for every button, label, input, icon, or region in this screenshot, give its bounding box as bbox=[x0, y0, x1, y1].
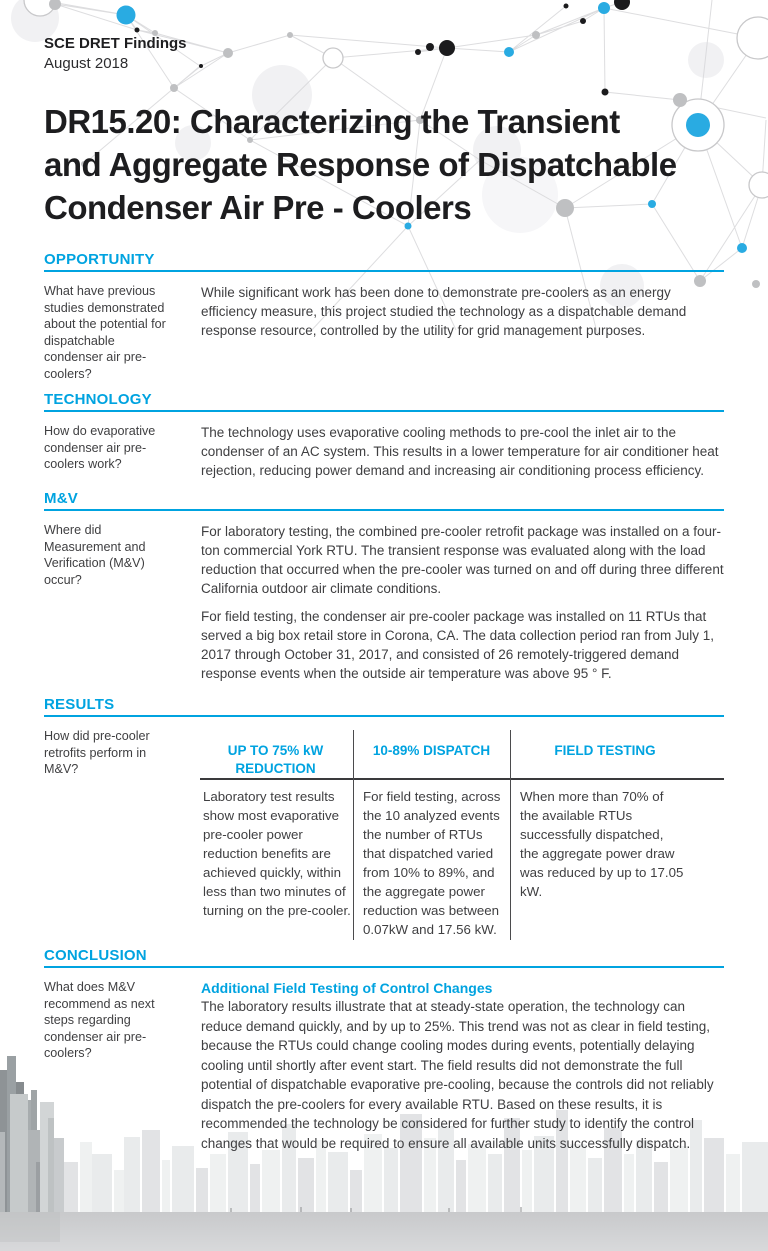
section-question: How did pre-cooler retrofits perform in M&V? bbox=[44, 729, 150, 776]
results-table-body-row bbox=[200, 780, 724, 939]
results-table bbox=[200, 730, 724, 939]
table-cell: When more than 70% of the available RTUs successfully dispatched, the aggregate power draw was reduced by up to 17.05 kW. bbox=[520, 789, 684, 899]
brand-title: SCE DRET Findings bbox=[44, 35, 187, 52]
section-question: How do evaporative condenser air pre-coolers work? bbox=[44, 424, 156, 471]
section-question: What does M&V recommend as next steps regarding condenser air pre-coolers? bbox=[44, 980, 155, 1060]
body-paragraph: The laboratory results illustrate that at steady-state operation, the technology can reduce demand quickly, and by up to 25%. This trend was not as clear in field testing, because the RTUs could change cooling modes during events, potentially delaying cooling until shortly after event start. The field results did not demonstrate the full potential of dispatchable evaporative pre-cooling, because the controls did not reliably dispatch the pre-coolers for every available RTU. Based on these results, it is recommended the technology be considered for further study to identify the control changes that would be required to ensure all available units successfully dispatch. bbox=[201, 999, 714, 1151]
section-body bbox=[201, 522, 729, 692]
results-table-header-row bbox=[200, 730, 724, 780]
section-opportunity bbox=[44, 251, 724, 381]
section-question: What have previous studies demonstrated about the potential for dispatchable condenser air pre-coolers? bbox=[44, 284, 166, 381]
body-paragraph: While significant work has been done to demonstrate pre-coolers as an energy efficiency measure, this project studied the technology as a dispatchable demand response resource, controlled by the utility for grid management purposes. bbox=[201, 285, 687, 338]
section-heading: TECHNOLOGY bbox=[44, 391, 152, 408]
page-title bbox=[44, 100, 748, 229]
section-mv bbox=[44, 490, 724, 681]
section-heading: M&V bbox=[44, 490, 78, 507]
section-rule bbox=[44, 509, 724, 511]
section-rule bbox=[44, 715, 724, 717]
table-cell: For field testing, across the 10 analyzed events the number of RTUs that dispatched varied from 10% to 89%, and the aggregate power reduction was between 0.07kW and 17.56 kW. bbox=[363, 789, 501, 937]
section-rule bbox=[44, 270, 724, 272]
body-paragraph: For field testing, the condenser air pre-cooler package was installed on 11 RTUs that served a big box retail store in Corona, CA. The data collection period ran from July 1, 2017 through October 31, 2017, and consisted of 26 remotely-triggered demand response events when the outside air temperature was above 95 ° F. bbox=[201, 609, 715, 681]
table-divider bbox=[510, 730, 511, 940]
masthead bbox=[44, 34, 187, 74]
section-heading: CONCLUSION bbox=[44, 947, 147, 964]
section-heading: OPPORTUNITY bbox=[44, 251, 155, 268]
section-rule bbox=[44, 410, 724, 412]
section-rule bbox=[44, 966, 724, 968]
section-results bbox=[44, 696, 724, 937]
title-line-1: DR15.20: Characterizing the Transient bbox=[44, 103, 620, 140]
body-paragraph: The technology uses evaporative cooling methods to pre-cool the inlet air to the condenser of an AC system. This results in a lower temperature for air conditioner heat rejection, reducing power demand and increasing air conditioning process efficiency. bbox=[201, 425, 719, 478]
conclusion-subheading: Additional Field Testing of Control Changes bbox=[201, 980, 493, 996]
section-conclusion bbox=[44, 947, 724, 1151]
table-column-header: UP TO 75% kW REDUCTION bbox=[227, 743, 324, 776]
table-column-header: 10-89% DISPATCH bbox=[372, 743, 491, 758]
section-question: Where did Measurement and Verification (M&V) occur? bbox=[44, 523, 146, 587]
section-heading: RESULTS bbox=[44, 696, 115, 713]
section-body bbox=[201, 979, 729, 1162]
table-divider bbox=[353, 730, 354, 940]
section-body bbox=[201, 283, 729, 349]
section-body bbox=[201, 423, 729, 489]
title-line-2: and Aggregate Response of Dispatchable bbox=[44, 146, 677, 183]
title-line-3: Condenser Air Pre - Coolers bbox=[44, 189, 472, 226]
section-technology bbox=[44, 391, 724, 478]
body-paragraph: For laboratory testing, the combined pre-cooler retrofit package was installed on a four-ton commercial York RTU. The transient response was evaluated along with the load reduction that occurred when the pre-cooler was turned on and off during three different California outdoor air climate conditions. bbox=[201, 524, 724, 596]
table-cell: Laboratory test results show most evaporative pre-cooler power reduction benefits are achieved quickly, within less than two minutes of turning on the pre-cooler. bbox=[203, 789, 351, 918]
table-column-header: FIELD TESTING bbox=[554, 743, 656, 758]
brand-date: August 2018 bbox=[44, 55, 129, 72]
